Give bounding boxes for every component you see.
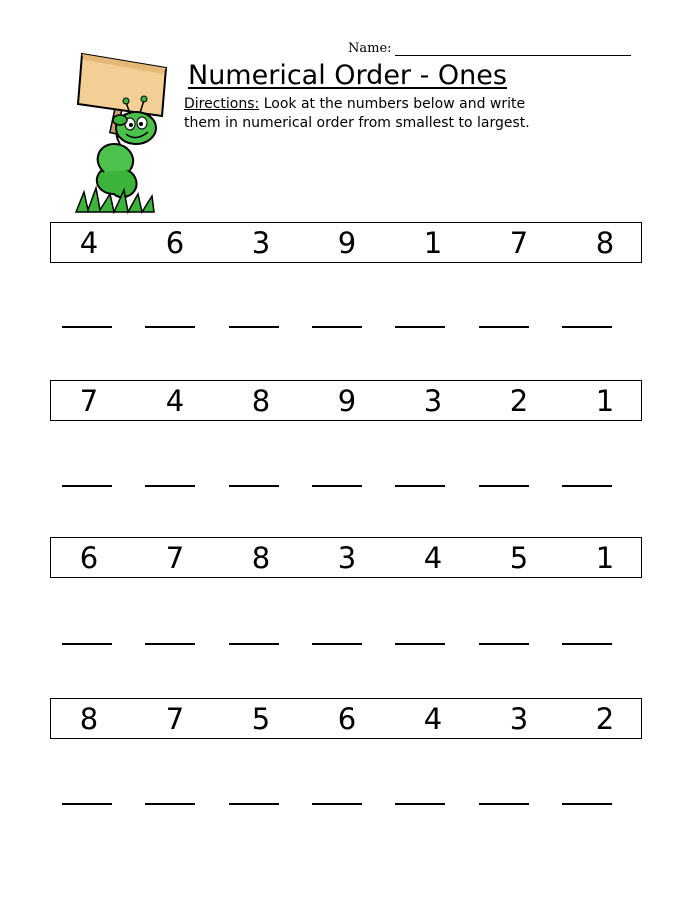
answer-blank[interactable] xyxy=(229,803,279,805)
answer-blank[interactable] xyxy=(395,485,445,487)
directions-text: Look at the numbers below and write them in numerical order from smallest to largest. xyxy=(184,96,530,131)
answer-blank[interactable] xyxy=(562,643,612,645)
number-row-1 xyxy=(50,222,642,263)
answer-blank[interactable] xyxy=(62,326,112,328)
number: 2 xyxy=(509,383,529,418)
name-field xyxy=(348,41,631,56)
answer-blank[interactable] xyxy=(62,803,112,805)
number: 7 xyxy=(79,383,99,418)
answer-blank[interactable] xyxy=(479,643,529,645)
answer-blank[interactable] xyxy=(62,485,112,487)
number: 8 xyxy=(595,225,615,260)
answer-blank[interactable] xyxy=(479,803,529,805)
answer-blank[interactable] xyxy=(312,803,362,805)
number-row-2 xyxy=(50,380,642,421)
number-row-4 xyxy=(50,698,642,739)
answer-blank[interactable] xyxy=(145,643,195,645)
number: 8 xyxy=(251,383,271,418)
answer-row-4 xyxy=(62,803,612,805)
directions xyxy=(184,95,554,133)
answer-blank[interactable] xyxy=(395,326,445,328)
answer-blank[interactable] xyxy=(395,803,445,805)
number: 4 xyxy=(423,701,443,736)
number: 2 xyxy=(595,701,615,736)
answer-row-1 xyxy=(62,326,612,328)
answer-blank[interactable] xyxy=(312,485,362,487)
answer-blank[interactable] xyxy=(229,485,279,487)
answer-blank[interactable] xyxy=(229,326,279,328)
number: 5 xyxy=(251,701,271,736)
name-label: Name: xyxy=(348,41,392,56)
number: 7 xyxy=(509,225,529,260)
number: 8 xyxy=(79,701,99,736)
number: 9 xyxy=(337,383,357,418)
answer-blank[interactable] xyxy=(562,803,612,805)
number: 1 xyxy=(595,383,615,418)
worksheet-title: Numerical Order - Ones xyxy=(188,60,507,91)
number: 4 xyxy=(423,540,443,575)
number: 6 xyxy=(337,701,357,736)
number-row-3 xyxy=(50,537,642,578)
name-blank[interactable] xyxy=(395,41,631,56)
answer-blank[interactable] xyxy=(395,643,445,645)
number: 3 xyxy=(251,225,271,260)
answer-blank[interactable] xyxy=(562,326,612,328)
worm-holding-sign-icon xyxy=(70,44,182,216)
answer-blank[interactable] xyxy=(145,485,195,487)
answer-blank[interactable] xyxy=(479,326,529,328)
directions-label: Directions: xyxy=(184,96,260,112)
answer-row-3 xyxy=(62,643,612,645)
number: 6 xyxy=(165,225,185,260)
number: 4 xyxy=(165,383,185,418)
number: 6 xyxy=(79,540,99,575)
number: 4 xyxy=(79,225,99,260)
number: 7 xyxy=(165,701,185,736)
number: 7 xyxy=(165,540,185,575)
answer-blank[interactable] xyxy=(312,326,362,328)
number: 3 xyxy=(423,383,443,418)
answer-blank[interactable] xyxy=(145,326,195,328)
number: 1 xyxy=(423,225,443,260)
number: 3 xyxy=(509,701,529,736)
number: 5 xyxy=(509,540,529,575)
answer-blank[interactable] xyxy=(229,643,279,645)
number: 9 xyxy=(337,225,357,260)
number: 8 xyxy=(251,540,271,575)
answer-blank[interactable] xyxy=(62,643,112,645)
answer-blank[interactable] xyxy=(479,485,529,487)
answer-blank[interactable] xyxy=(145,803,195,805)
answer-row-2 xyxy=(62,485,612,487)
number: 1 xyxy=(595,540,615,575)
answer-blank[interactable] xyxy=(562,485,612,487)
number: 3 xyxy=(337,540,357,575)
answer-blank[interactable] xyxy=(312,643,362,645)
